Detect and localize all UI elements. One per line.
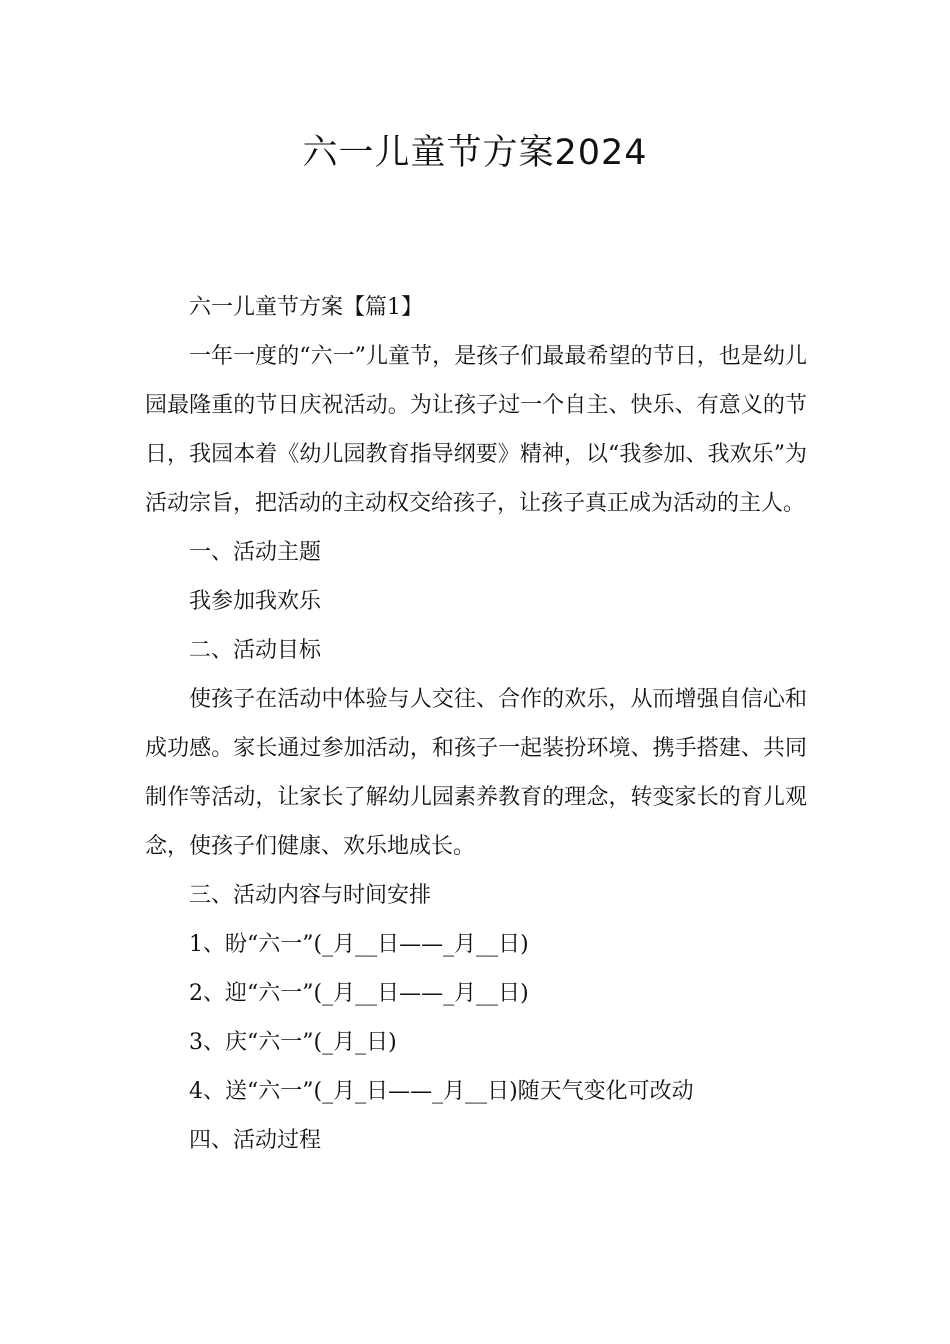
schedule-item-3: 3、庆“六一”(_月_日) [189,1030,397,1055]
schedule-item-4: 4、送“六一”(_月_日——_月__日)随天气变化可改动 [189,1079,694,1104]
document-body [145,283,807,1165]
schedule-item-1: 1、盼“六一”(_月__日——_月__日) [189,932,529,957]
heading-schedule: 三、活动内容与时间安排 [189,883,432,908]
heading-activity-theme: 一、活动主题 [189,540,322,565]
schedule-item-2: 2、迎“六一”(_月__日——_月__日) [189,981,529,1006]
section-heading-part-1: 六一儿童节方案【篇1】 [189,295,423,320]
heading-activity-goals: 二、活动目标 [189,638,322,663]
intro-paragraph: 一年一度的“六一”儿童节，是孩子们最最希望的节日，也是幼儿园最隆重的节日庆祝活动。为让孩子过一个自主、快乐、有意义的节日，我园本着《幼儿园教育指导纲要》精神，以“我参加、我欢乐”为活动宗旨，把活动的主动权交给孩子，让孩子真正成为活动的主人。 [145,344,807,516]
heading-activity-process: 四、活动过程 [189,1128,322,1153]
activity-theme-text: 我参加我欢乐 [189,589,322,614]
activity-goals-paragraph: 使孩子在活动中体验与人交往、合作的欢乐，从而增强自信心和成功感。家长通过参加活动，和孩子一起装扮环境、携手搭建、共同制作等活动，让家长了解幼儿园素养教育的理念，转变家长的育儿观念，使孩子们健康、欢乐地成长。 [145,687,807,859]
page-title: 六一儿童节方案2024 [302,133,648,173]
